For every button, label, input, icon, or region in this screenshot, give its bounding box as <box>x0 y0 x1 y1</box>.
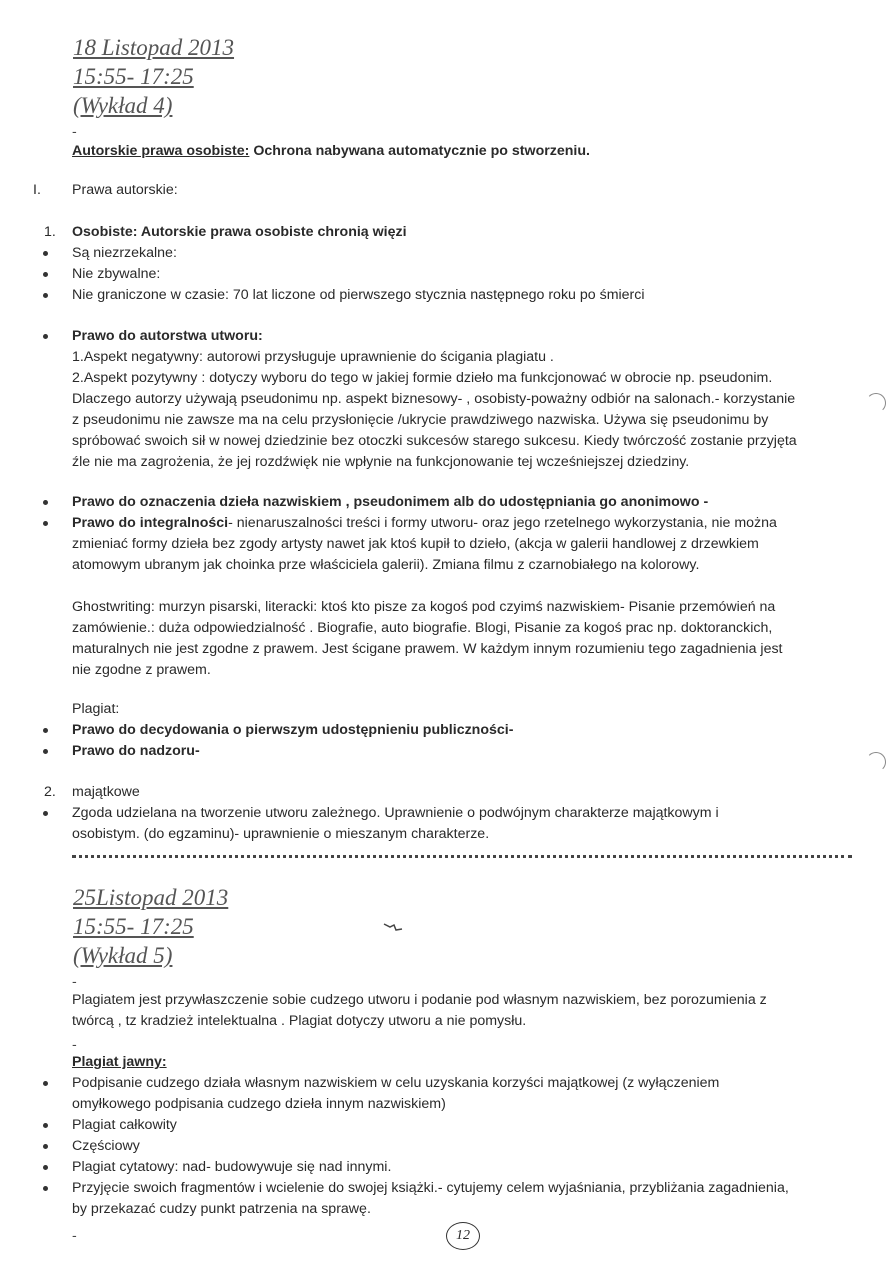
ghostwriting-line-1: Ghostwriting: murzyn pisarski, literacki: ktoś kto pisze za kogoś pod czyimś nazwiskiem- Pisanie przemówień na <box>72 599 776 615</box>
item2-marker: 2. <box>44 784 56 800</box>
lecture1-label: (Wykład 4) <box>73 93 173 118</box>
intro-text: Ochrona nabywana automatycznie po stworzeniu. <box>249 143 590 159</box>
dotted-separator <box>72 855 852 858</box>
intro-line <box>72 141 590 161</box>
open-plagiarism-bullet-3: Częściowy <box>72 1138 140 1154</box>
item2-line-1: Zgoda udzielana na tworzenie utworu zależnego. Uprawnienie o podwójnym charakterze majątkowym i <box>72 805 719 821</box>
dash-marker-4: - <box>72 1228 77 1244</box>
item1-bullet-2: Nie zbywalne: <box>72 266 161 282</box>
open-plagiarism-bullet-1a: Podpisanie cudzego działa własnym nazwiskiem w celu uzyskania korzyści majątkowej (z wyłączeniem <box>72 1075 720 1091</box>
ghostwriting-line-4: nie zgodne z prawem. <box>72 662 211 678</box>
lecture1-date: 18 Listopad 2013 <box>73 35 235 60</box>
open-plagiarism-bullet-1b: omyłkowego podpisania cudzego dzieła innym nazwiskiem) <box>72 1096 446 1112</box>
item1-title: Osobiste: Autorskie prawa osobiste chronią więzi <box>72 224 407 240</box>
integrity-line-2: zmieniać formy dzieła bez zgody artysty nawet jak ktoś kupił to dzieło, (akcja w galerii handlowej z drzewkiem <box>72 536 759 552</box>
item1-bullet-1: Są niezrzekalne: <box>72 245 177 261</box>
item2-title: majątkowe <box>72 784 140 800</box>
naming-title: Prawo do oznaczenia dzieła nazwiskiem , pseudonimem alb do udostępniania go anonimowo - <box>72 494 709 510</box>
definition-line-1: Plagiatem jest przywłaszczenie sobie cudzego utworu i podanie pod własnym nazwiskiem, bez porozumienia z <box>72 992 767 1008</box>
dash-marker-3: - <box>72 1037 77 1053</box>
integrity-text-1: - nienaruszalności treści i formy utworu- oraz jego rzetelnego wykorzystania, nie można <box>228 515 777 531</box>
right-first-publication: Prawo do decydowania o pierwszym udostępnieniu publiczności- <box>72 722 514 738</box>
open-plagiarism-bullet-2: Plagiat całkowity <box>72 1117 177 1133</box>
intro-heading: Autorskie prawa osobiste: <box>72 143 250 159</box>
ghostwriting-line-3: maturalnych nie jest zgodne z prawem. Jest ścigane prawem. W każdym innym rozumieniu tego zagadnienia jest <box>72 641 783 657</box>
lecture1-time: 15:55- 17:25 <box>73 64 194 89</box>
authorship-line-6: źle nie ma zagrożenia, że jej rozdźwięk nie wpłynie na funkcjonowanie tej wcześniejszej dziedziny. <box>72 454 690 470</box>
margin-hole-mark <box>866 752 886 772</box>
authorship-line-5: spróbować swoich sił w nowej dziedzinie bez otoczki sukcesów starego sukcesu. Kiedy twórczość zostanie przyjęta <box>72 433 797 449</box>
pen-scribble-mark <box>382 920 406 934</box>
open-plagiarism-heading: Plagiat jawny: <box>72 1054 167 1070</box>
lecture2-date: 25Listopad 2013 <box>73 885 229 910</box>
item1-marker: 1. <box>44 224 56 240</box>
authorship-title: Prawo do autorstwa utworu: <box>72 328 263 344</box>
item2-line-2: osobistym. (do egzaminu)- uprawnienie o mieszanym charakterze. <box>72 826 490 842</box>
lecture2-label: (Wykład 5) <box>73 943 173 968</box>
right-supervision: Prawo do nadzoru- <box>72 743 200 759</box>
plagiarism-label: Plagiat: <box>72 701 120 717</box>
open-plagiarism-bullet-4: Plagiat cytatowy: nad- budowywuje się nad innymi. <box>72 1159 392 1175</box>
page-number: 12 <box>446 1222 480 1250</box>
open-plagiarism-bullet-5a: Przyjęcie swoich fragmentów i wcielenie do swojej książki.- cytujemy celem wyjaśniania, przybliżania zagadnienia, <box>72 1180 789 1196</box>
authorship-line-4: z pseudonimu nie zawsze ma na celu przysłonięcie /ukrycie prawdziwego nazwiska. Używa się pseudonimu by <box>72 412 769 428</box>
integrity-line-1 <box>72 513 777 533</box>
lecture2-time: 15:55- 17:25 <box>73 914 194 939</box>
item1-bullet-3: Nie graniczone w czasie: 70 lat liczone od pierwszego stycznia następnego roku po śmierci <box>72 287 645 303</box>
margin-hole-mark <box>866 393 886 413</box>
definition-line-2: twórcą , tz kradzież intelektualna . Plagiat dotyczy utworu a nie pomysłu. <box>72 1013 527 1029</box>
authorship-line-3: Dlaczego autorzy używają pseudonimu np. aspekt biznesowy- , osobisty-poważny odbiór na salonach.- korzystanie <box>72 391 796 407</box>
section-i-title: Prawa autorskie: <box>72 182 178 198</box>
authorship-line-2: 2.Aspekt pozytywny : dotyczy wyboru do tego w jakiej formie dzieło ma funkcjonować w obrocie np. pseudonim. <box>72 370 773 386</box>
integrity-title: Prawo do integralności <box>72 515 229 531</box>
section-i-marker: I. <box>33 182 41 198</box>
dash-marker-2: - <box>72 974 77 990</box>
ghostwriting-line-2: zamówienie.: duża odpowiedzialność . Biografie, auto biografie. Blogi, Pisanie za kogoś prac np. doktoranckich, <box>72 620 773 636</box>
authorship-line-1: 1.Aspekt negatywny: autorowi przysługuje uprawnienie do ścigania plagiatu . <box>72 349 554 365</box>
open-plagiarism-bullet-5b: by przekazać cudzy punkt patrzenia na sprawę. <box>72 1201 371 1217</box>
integrity-line-3: atomowym ubranym jak choinka prze właściciela galerii). Zmiana filmu z czarnobiałego na kolorowy. <box>72 557 700 573</box>
dash-marker: - <box>72 124 77 140</box>
